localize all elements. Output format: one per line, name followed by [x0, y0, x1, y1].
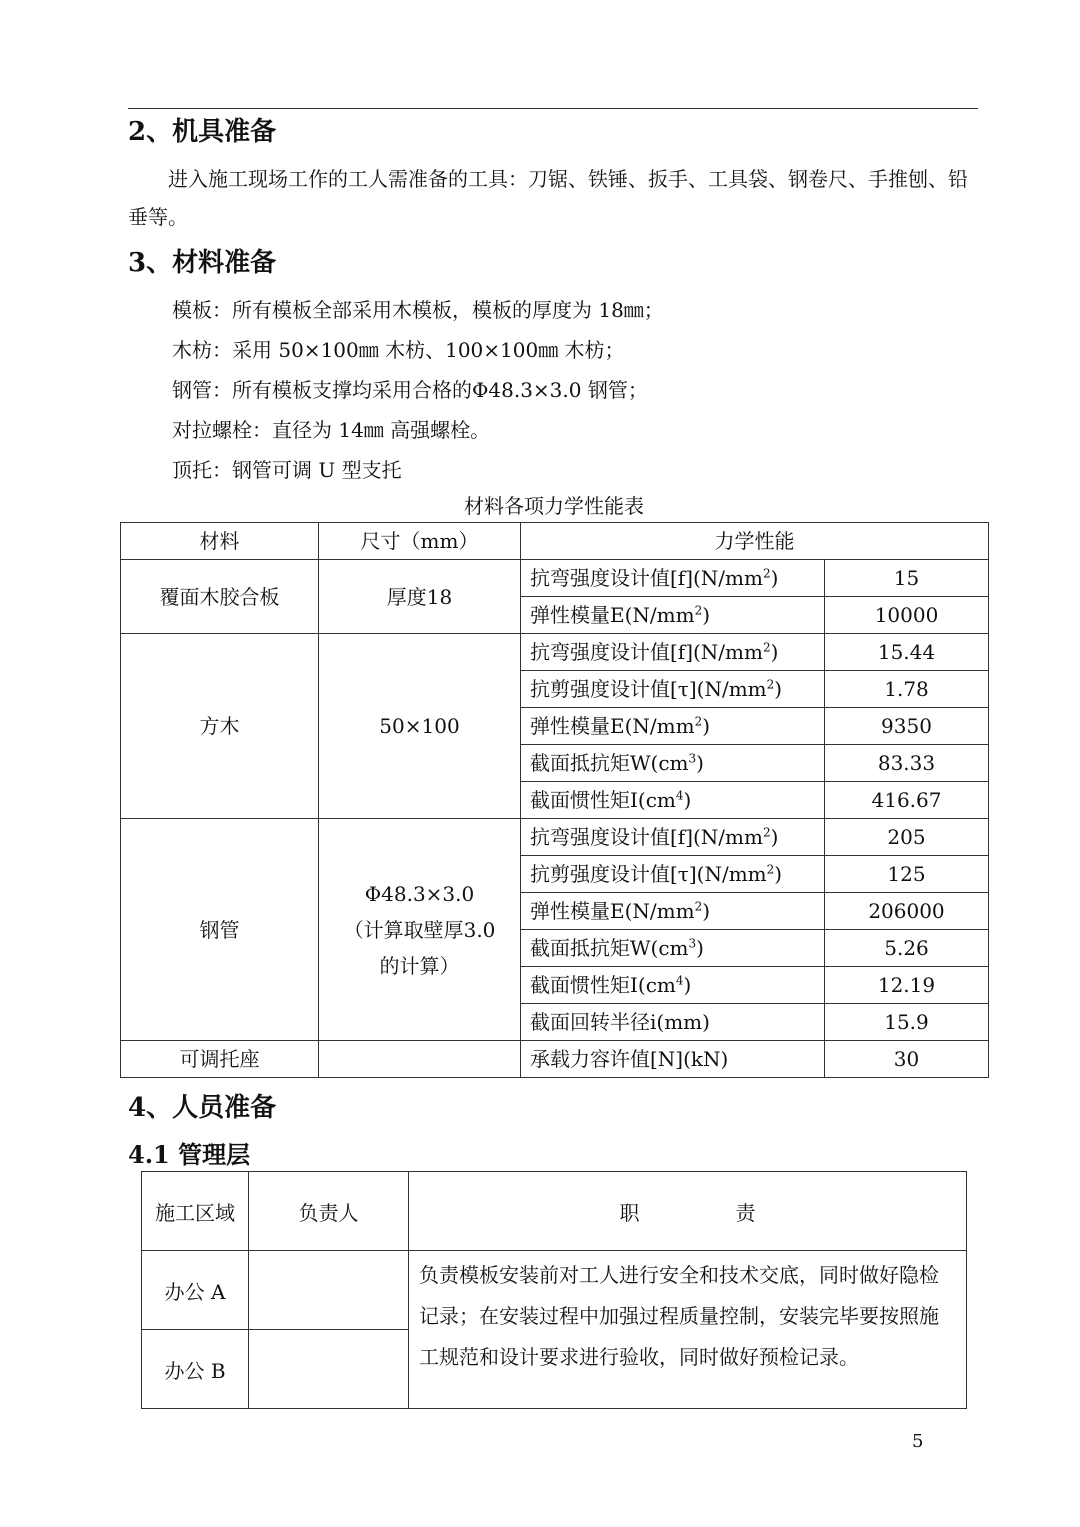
header-duty: 职 责: [409, 1172, 967, 1251]
value-cell: 5.26: [825, 930, 989, 967]
value-cell: 15.9: [825, 1004, 989, 1041]
material-line-steel-pipe: 钢管：所有模板支撑均采用合格的Φ48.3×3.0 钢管；: [172, 378, 648, 402]
property-cell: 截面抵抗矩$W(cm^3)$: [521, 930, 825, 967]
material-cell: 覆面木胶合板: [121, 560, 319, 634]
value-cell: 125: [825, 856, 989, 893]
property-cell: 抗弯强度设计值$[f](N/mm^2)$: [521, 560, 825, 597]
material-line-top-support: 顶托：钢管可调 U 型支托: [172, 458, 402, 482]
material-line-timber: 木枋：采用 50×100㎜ 木枋、100×100㎜ 木枋；: [172, 338, 625, 362]
property-cell: 弹性模量$E(N/mm^2)$: [521, 708, 825, 745]
header-size: 尺寸（mm）: [319, 523, 521, 560]
size-cell: [319, 1041, 521, 1078]
table-row: [121, 819, 989, 856]
value-cell: 15.44: [825, 634, 989, 671]
header-properties: 力学性能: [521, 523, 989, 560]
value-cell: 9350: [825, 708, 989, 745]
header-person: 负责人: [249, 1172, 409, 1251]
management-subheading: 4.1 管理层: [128, 1140, 251, 1169]
person-cell: [249, 1251, 409, 1330]
table-row: [142, 1251, 967, 1330]
tools-heading: 2、机具准备: [128, 117, 277, 147]
size-cell: 厚度18: [319, 560, 521, 634]
size-cell: Φ48.3×3.0 （计算取壁厚3.0 的计算）: [319, 819, 521, 1041]
area-cell: 办公 B: [142, 1330, 249, 1409]
table-header-row: [142, 1172, 967, 1251]
table-row: [121, 560, 989, 597]
value-cell: 10000: [825, 597, 989, 634]
property-cell: 抗弯强度设计值$[f](N/mm^2)$: [521, 634, 825, 671]
property-cell: 截面回转半径i(mm): [521, 1004, 825, 1041]
table-header-row: [121, 523, 989, 560]
size-cell: 50×100: [319, 634, 521, 819]
property-cell: 弹性模量$E(N/mm^2)$: [521, 597, 825, 634]
property-cell: 抗弯强度设计值$[f](N/mm^2)$: [521, 819, 825, 856]
header-area: 施工区域: [142, 1172, 249, 1251]
duty-cell: 负责模板安装前对工人进行安全和技术交底，同时做好隐检记录；在安装过程中加强过程质量控制，安装完毕要按照施工规范和设计要求进行验收，同时做好预检记录。: [409, 1251, 967, 1409]
table-row: [121, 1041, 989, 1078]
value-cell: 205: [825, 819, 989, 856]
material-cell: 可调托座: [121, 1041, 319, 1078]
value-cell: 206000: [825, 893, 989, 930]
tools-paragraph: 进入施工现场工作的工人需准备的工具：刀锯、铁锤、扳手、工具袋、钢卷尺、手推刨、铅垂等。: [128, 167, 968, 229]
material-cell: 钢管: [121, 819, 319, 1041]
property-cell: 截面惯性矩$I(cm^4)$: [521, 782, 825, 819]
property-cell: 抗剪强度设计值$[\tau](N/mm^2)$: [521, 671, 825, 708]
page-number: 5: [912, 1431, 924, 1452]
header-rule: [128, 108, 978, 109]
value-cell: 30: [825, 1041, 989, 1078]
value-cell: 416.67: [825, 782, 989, 819]
material-line-bolt: 对拉螺栓：直径为 14㎜ 高强螺栓。: [172, 418, 491, 442]
header-material: 材料: [121, 523, 319, 560]
value-cell: 1.78: [825, 671, 989, 708]
area-cell: 办公 A: [142, 1251, 249, 1330]
property-cell: 承载力容许值[N](kN): [521, 1041, 825, 1078]
material-table-caption: 材料各项力学性能表: [464, 494, 644, 518]
materials-heading: 3、材料准备: [128, 248, 277, 278]
table-row: [121, 634, 989, 671]
property-cell: 截面抵抗矩$W(cm^3)$: [521, 745, 825, 782]
material-line-formwork: 模板：所有模板全部采用木模板，模板的厚度为 18㎜；: [172, 298, 664, 322]
property-cell: 截面惯性矩$I(cm^4)$: [521, 967, 825, 1004]
personnel-heading: 4、人员准备: [128, 1093, 277, 1123]
material-cell: 方木: [121, 634, 319, 819]
management-table: [141, 1171, 967, 1409]
property-cell: 抗剪强度设计值$[\tau](N/mm^2)$: [521, 856, 825, 893]
value-cell: 83.33: [825, 745, 989, 782]
value-cell: 15: [825, 560, 989, 597]
value-cell: 12.19: [825, 967, 989, 1004]
person-cell: [249, 1330, 409, 1409]
material-properties-table: [120, 522, 989, 1078]
property-cell: 弹性模量$E(N/mm^2)$: [521, 893, 825, 930]
